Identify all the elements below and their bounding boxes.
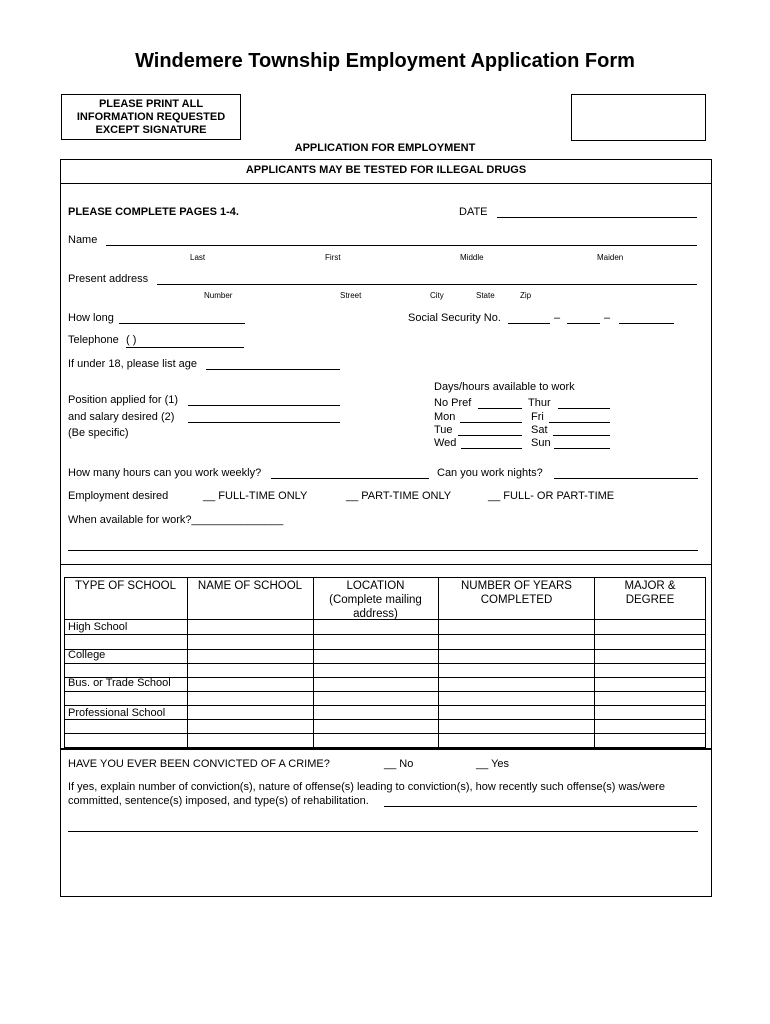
employment-desired-label: Employment desired: [68, 490, 169, 502]
column-header: NAME OF SCHOOL: [197, 580, 303, 592]
salary-label: and salary desired (2): [68, 411, 175, 423]
under-18-label: If under 18, please list age: [68, 358, 198, 370]
date-field[interactable]: [497, 207, 697, 218]
how-long-field[interactable]: [119, 313, 245, 324]
telephone-field[interactable]: [126, 334, 244, 348]
column-header: NUMBER OF YEARS COMPLETED: [461, 580, 572, 606]
part-time-option[interactable]: __ PART-TIME ONLY: [346, 490, 452, 502]
name-label: Name: [68, 234, 98, 246]
row-label-trade-school: Bus. or Trade School: [68, 677, 171, 689]
table-line: [64, 649, 706, 650]
ssn-part1-field[interactable]: [508, 313, 550, 324]
days-available-title: Days/hours available to work: [434, 381, 575, 393]
address-sub-state: State: [476, 291, 495, 300]
when-available-label[interactable]: When available for work?_______________: [68, 514, 284, 526]
notice-line: INFORMATION REQUESTED: [76, 111, 226, 123]
ssn-part2-field[interactable]: [567, 313, 600, 324]
name-sub-middle: Middle: [460, 253, 484, 262]
table-line: [64, 634, 706, 635]
address-label: Present address: [68, 273, 149, 285]
address-sub-number: Number: [204, 291, 233, 300]
sun-field[interactable]: [554, 438, 610, 449]
drug-notice: APPLICANTS MAY BE TESTED FOR ILLEGAL DRUGS: [245, 164, 527, 176]
day-label-mon: Mon: [434, 411, 456, 423]
crime-explain-line1: If yes, explain number of conviction(s), nature of offense(s) leading to conviction(s), how recently such offense(s) was/were: [68, 781, 665, 793]
table-line: [438, 577, 439, 747]
table-line: [187, 577, 188, 747]
table-line: [64, 691, 706, 692]
age-field[interactable]: [206, 359, 340, 370]
nights-field[interactable]: [554, 468, 698, 479]
crime-no-option[interactable]: __ No: [384, 758, 414, 770]
day-label-fri: Fri: [531, 411, 544, 423]
column-header: LOCATION (Complete mailing address): [329, 580, 422, 620]
day-label-no-pref: No Pref: [434, 397, 472, 409]
telephone-label: Telephone: [68, 334, 119, 346]
name-sub-first: First: [325, 253, 341, 262]
address-sub-city: City: [430, 291, 444, 300]
notice-line: PLEASE PRINT ALL: [98, 98, 204, 110]
office-use-box[interactable]: [571, 94, 706, 141]
crime-explain-field[interactable]: [384, 796, 697, 807]
table-line: [64, 663, 706, 664]
date-label: DATE: [459, 206, 488, 218]
table-line: [705, 577, 706, 747]
table-line: [64, 577, 65, 747]
extra-line-field[interactable]: [68, 540, 698, 551]
hours-weekly-label: How many hours can you work weekly?: [68, 467, 262, 479]
day-label-sat: Sat: [531, 424, 548, 436]
table-line: [64, 733, 706, 734]
ssn-part3-field[interactable]: [619, 313, 674, 324]
be-specific-note: (Be specific): [68, 427, 129, 439]
table-line: [64, 577, 706, 578]
name-sub-last: Last: [190, 253, 206, 262]
full-time-option[interactable]: __ FULL-TIME ONLY: [203, 490, 308, 502]
name-sub-maiden: Maiden: [597, 253, 624, 262]
sat-field[interactable]: [553, 425, 610, 436]
address-sub-street: Street: [340, 291, 362, 300]
nights-label: Can you work nights?: [437, 467, 543, 479]
day-label-thur: Thur: [528, 397, 551, 409]
table-line: [594, 577, 595, 747]
row-label-high-school: High School: [68, 621, 128, 633]
ssn-dash: –: [554, 312, 561, 324]
crime-yes-option[interactable]: __ Yes: [476, 758, 510, 770]
no-pref-field[interactable]: [478, 398, 522, 409]
crime-question: HAVE YOU EVER BEEN CONVICTED OF A CRIME?: [68, 758, 330, 770]
position-2-field[interactable]: [188, 412, 340, 423]
row-label-professional-school: Professional School: [68, 707, 166, 719]
divider: [60, 564, 712, 565]
ssn-dash: –: [604, 312, 611, 324]
full-or-part-time-option[interactable]: __ FULL- OR PART-TIME: [488, 490, 615, 502]
table-line: [313, 577, 314, 747]
column-header: MAJOR & DEGREE: [624, 580, 676, 606]
ssn-label: Social Security No.: [408, 312, 501, 324]
column-header: TYPE OF SCHOOL: [75, 580, 176, 592]
row-label-college: College: [68, 649, 106, 661]
day-label-tue: Tue: [434, 424, 453, 436]
crime-extra-line-field[interactable]: [68, 821, 698, 832]
mon-field[interactable]: [460, 412, 522, 423]
divider: [60, 748, 712, 750]
table-line: [64, 705, 706, 706]
print-notice-box: [61, 94, 241, 140]
page-title: Windemere Township Employment Application Form: [135, 50, 635, 72]
tue-field[interactable]: [458, 425, 522, 436]
day-label-sun: Sun: [531, 437, 551, 449]
crime-explain-line2: committed, sentence(s) imposed, and type(s) of rehabilitation.: [68, 795, 369, 807]
table-line: [64, 719, 706, 720]
position-label: Position applied for (1): [68, 394, 179, 406]
day-label-wed: Wed: [434, 437, 457, 449]
application-heading: APPLICATION FOR EMPLOYMENT: [294, 142, 476, 154]
notice-line: EXCEPT SIGNATURE: [95, 124, 207, 136]
thur-field[interactable]: [558, 398, 610, 409]
how-long-label: How long: [68, 312, 114, 324]
school-table: [64, 577, 706, 748]
address-field[interactable]: [157, 274, 697, 285]
position-1-field[interactable]: [188, 395, 340, 406]
hours-weekly-field[interactable]: [271, 468, 429, 479]
fri-field[interactable]: [549, 412, 610, 423]
address-sub-zip: Zip: [520, 291, 532, 300]
divider: [60, 183, 712, 184]
area-code-paren: ( ): [126, 334, 137, 346]
name-field[interactable]: [106, 235, 697, 246]
complete-pages-note: PLEASE COMPLETE PAGES 1-4.: [68, 206, 239, 218]
wed-field[interactable]: [461, 438, 522, 449]
